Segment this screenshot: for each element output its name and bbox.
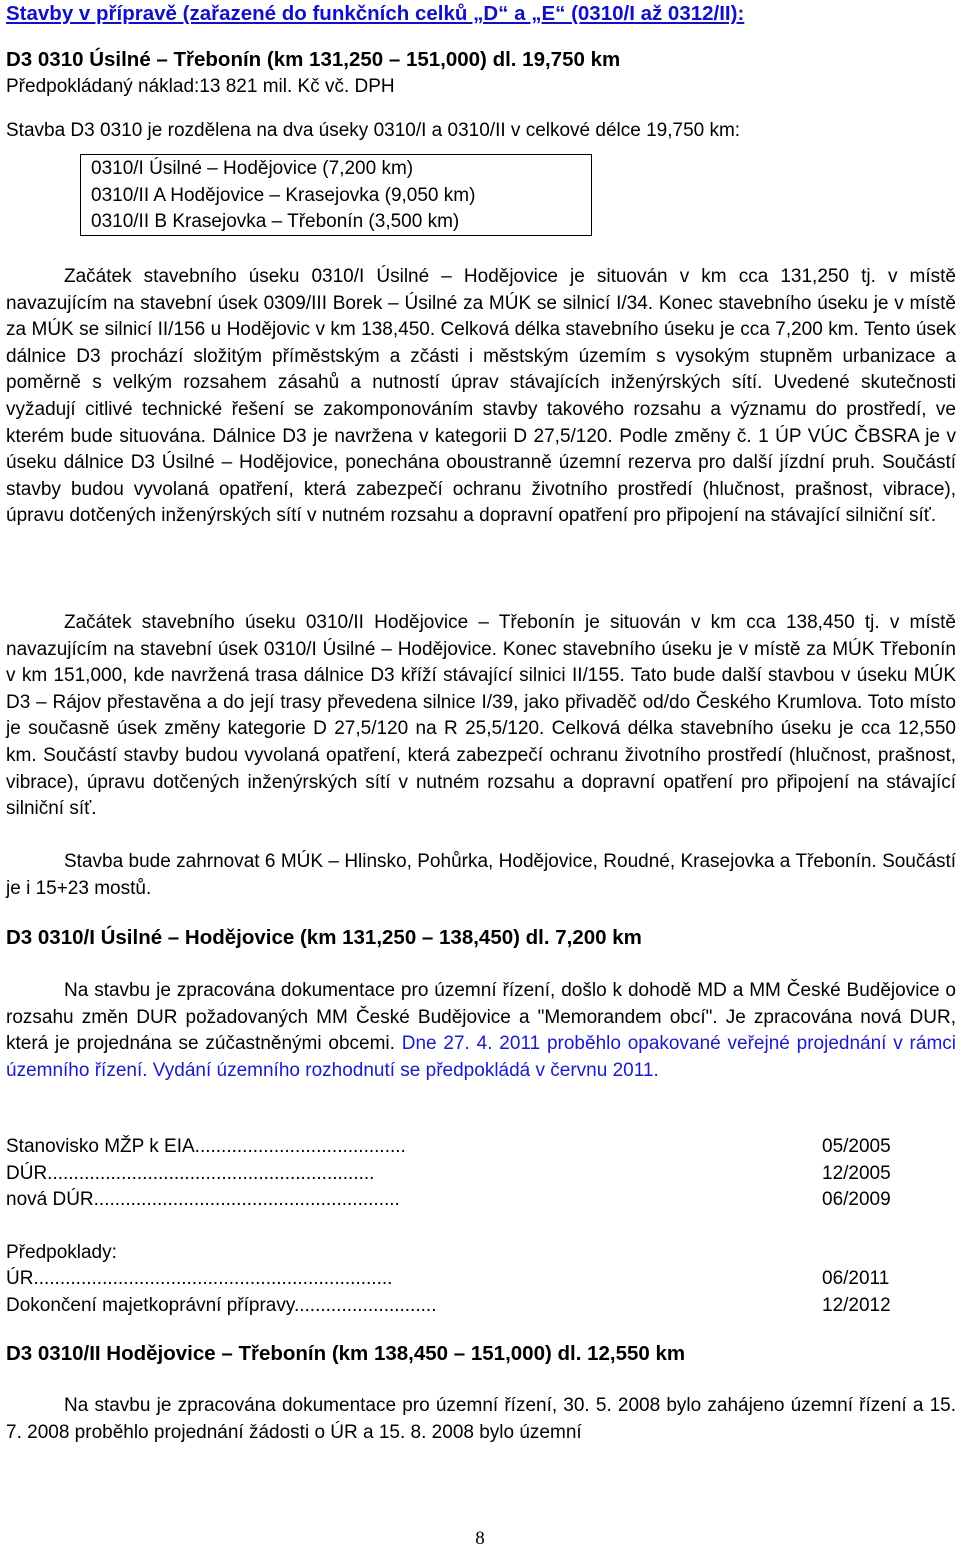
assumptions-heading: Předpoklady: [6,1242,117,1263]
assumption-row [6,1295,956,1322]
assumption-value: 12/2012 [822,1294,891,1316]
milestone-label: DÚR.............................................................. [6,1162,375,1184]
paragraph-0310-I [6,264,956,530]
d3-0310-intro: Stavba D3 0310 je rozdělena na dva úseky 0310/I a 0310/II v celkové délce 19,750 km: [6,120,741,141]
paragraph-text: Stavba bude zahrnovat 6 MÚK – Hlinsko, Pohůrka, Hodějovice, Roudné, Krasejovka a Třebonín. Součástí je i 15+23 mostů. [6,851,956,899]
paragraph-highlight: Dne 27. 4. 2011 proběhlo opakované veřejné projednání v rámci územního řízení. Vydání územního rozhodnutí se předpokládá v červnu 2011. [6,1033,957,1081]
section-heading: Stavby v přípravě (zařazené do funkčních celků „D“ a „E“ (0310/I až 0312/II): [6,2,745,25]
paragraph-muk [6,849,956,902]
paragraph-0310-I-status [6,978,956,1084]
assumption-label: ÚR.................................................................... [6,1268,393,1289]
milestone-row [6,1136,956,1163]
d3-0310-I-title: D3 0310/I Úsilné – Hodějovice (km 131,250 – 138,450) dl. 7,200 km [6,926,642,949]
assumption-row [6,1268,956,1295]
milestone-label: Stanovisko MŽP k EIA........................................ [6,1136,406,1157]
page-number: 8 [475,1528,485,1549]
paragraph-text: Začátek stavebního úseku 0310/I Úsilné – Hodějovice je situován v km cca 131,250 tj. v místě navazujícím na stavební úsek 0309/III Borek – Úsilné za MÚK se silnicí I/34. Konec stavebního úseku je v místě za MÚK se silnicí II/156 u Hodějovic v km 138,450. Celková délka stavebního úseku je cca 7,200 km. Tento úsek dálnice D3 prochází složitým příměstským a zčásti i městským územím s vysokým stupněm urbanizace a poměrně s velkým rozsahem zásahů a nutností úprav stávajících inženýrských sítí. Uvedené skutečnosti vyžadují citlivé technické řešení se zakomponováním stavby takového rozsahu a významu do prostředí, ve kterém bude situována. Dálnice D3 je navržena v kategorii D 27,5/120. Podle změny č. 1 ÚP VÚC ČBSRA je v úseku dálnice D3 Úsilné – Hodějovice, ponechána oboustranně územní rezerva pro další jízdní pruh. Součástí stavby budou vyvolaná opatření, která zabezpečí ochranu životního prostředí (hlučnost, prašnost, vibrace), úpravu dotčených inženýrských sítí v nutném rozsahu a dopravní opatření pro připojení na stávající silniční síť. [6,266,956,527]
assumptions-list [6,1268,956,1321]
d3-0310-title: D3 0310 Úsilné – Třebonín (km 131,250 – 151,000) dl. 19,750 km [6,48,621,71]
section-item: 0310/I Úsilné – Hodějovice (7,200 km) [91,158,414,179]
section-item: 0310/II B Krasejovka – Třebonín (3,500 km) [91,211,460,232]
paragraph-0310-II-status [6,1393,956,1446]
milestone-value: 05/2005 [822,1136,891,1157]
milestone-value: 06/2009 [822,1189,891,1210]
assumption-label: Dokončení majetkoprávní přípravy........................... [6,1294,437,1316]
milestones-list [6,1136,956,1216]
paragraph-text: Na stavbu je zpracována dokumentace pro územní řízení, 30. 5. 2008 bylo zahájeno územní řízení a 15. 7. 2008 proběhlo projednání žádosti o ÚR a 15. 8. 2008 bylo územní [6,1395,956,1443]
paragraph-0310-II [6,610,956,823]
section-item: 0310/II A Hodějovice – Krasejovka (9,050 km) [91,184,476,206]
milestone-value: 12/2005 [822,1162,891,1184]
milestone-row [6,1189,956,1216]
assumption-value: 06/2011 [822,1268,890,1289]
sections-box [80,154,592,236]
paragraph-text: Začátek stavebního úseku 0310/II Hodějovice – Třebonín je situován v km cca 138,450 tj. v místě navazujícím na stavební úsek 0310/I Úsilné – Hodějovice. Konec stavebního úseku je v místě za MÚK Třebonín v km 151,000, kde navržená trasa dálnice D3 kříží stávající silnici II/155. Tato bude další stavbou v úseku MÚK D3 – Rájov přestavěna a do její trasy převedena silnice I/39, jako přivaděč od/do Českého Krumlova. Toto místo je současně úsek změny kategorie D 27,5/120 na R 25,5/120. Celková délka stavebního úseku je cca 12,550 km. Součástí stavby budou vyvolaná opatření, která zabezpečí ochranu životního prostředí (hlučnost, prašnost, vibrace), úpravu dotčených inženýrských sítí v nutném rozsahu a dopravní opatření pro připojení na stávající silniční síť. [6,612,956,820]
paragraph-text: Na stavbu je zpracována dokumentace pro územní řízení, došlo k dohodě MD a MM České Budějovice o rozsahu změn DUR požadovaných MM České Budějovice a "Memorandem obcí". Je zpracována nová DUR, která je projednána se zúčastněnými obcemi. [6,980,956,1055]
d3-0310-II-title: D3 0310/II Hodějovice – Třebonín (km 138,450 – 151,000) dl. 12,550 km [6,1342,686,1365]
milestone-label: nová DÚR.......................................................... [6,1189,400,1210]
milestone-row [6,1163,956,1190]
d3-0310-cost: Předpokládaný náklad:13 821 mil. Kč vč. DPH [6,76,395,97]
